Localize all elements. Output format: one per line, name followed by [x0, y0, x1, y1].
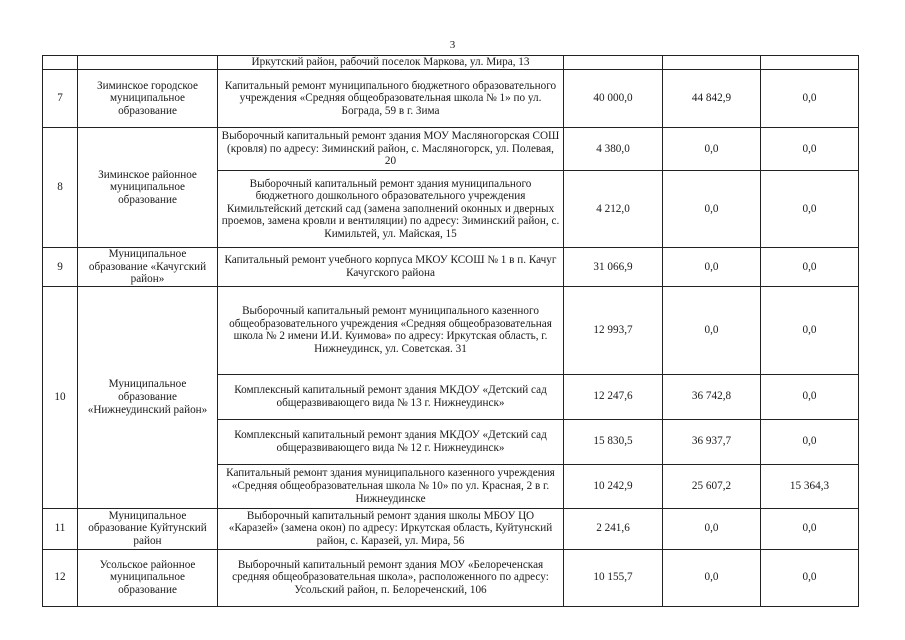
municipality-cell: Муниципальное образование «Качугский район» [78, 248, 218, 287]
value-cell: 0,0 [663, 508, 761, 549]
description-cell: Капитальный ремонт учебного корпуса МКОУ КСОШ № 1 в п. Качуг Качугского района [218, 248, 564, 287]
municipality-cell: Зиминское районное муниципальное образование [78, 128, 218, 248]
value-cell: 15 830,5 [564, 419, 663, 464]
table-row [43, 549, 859, 606]
value-cell: 2 241,6 [564, 508, 663, 549]
municipality-cell: Муниципальное образование Куйтунский район [78, 508, 218, 549]
value-cell: 10 242,9 [564, 464, 663, 508]
table-row [43, 286, 859, 374]
table-row [43, 248, 859, 287]
municipality-cell: Усольское районное муниципальное образование [78, 549, 218, 606]
table-row [43, 70, 859, 128]
value-cell: 10 155,7 [564, 549, 663, 606]
description-cell: Выборочный капитальный ремонт здания МОУ Масляногорская СОШ (кровля) по адресу: Зиминский район, с. Масляногорск, ул. Полевая, 20 [218, 128, 564, 171]
description-cell: Выборочный капитальный ремонт здания муниципального бюджетного дошкольного образовательного учреждения Кимильтейский детский сад (замена заполнений оконных и дверных проемов, замена кровли и вентиляции) по адресу: Зиминский район, с. Кимильтей, ул. Майская, 15 [218, 171, 564, 248]
description-cell: Выборочный капитальный ремонт здания школы МБОУ ЦО «Каразей» (замена окон) по адресу: Иркутская область, Куйтунский район, с. Каразей, ул. Мира, 56 [218, 508, 564, 549]
description-cell: Комплексный капитальный ремонт здания МКДОУ «Детский сад общеразвивающего вида № 12 г. Нижнеудинск» [218, 419, 564, 464]
description-cell: Выборочный капитальный ремонт муниципального казенного общеобразовательного учреждения «Средняя общеобразовательная школа № 2 имени И.И. Куимова» по адресу: Иркутская область, г. Нижнеудинск, ул. Советская. 31 [218, 286, 564, 374]
value-cell: 0,0 [761, 171, 859, 248]
value-cell: 0,0 [761, 128, 859, 171]
value-cell: 4 380,0 [564, 128, 663, 171]
value-cell: 15 364,3 [761, 464, 859, 508]
table-row [43, 508, 859, 549]
value-cell: 36 742,8 [663, 374, 761, 419]
value-cell: 0,0 [663, 286, 761, 374]
value-cell: 36 937,7 [663, 419, 761, 464]
value-cell: 0,0 [761, 549, 859, 606]
value-cell: 31 066,9 [564, 248, 663, 287]
value-cell: 12 993,7 [564, 286, 663, 374]
value-cell: 0,0 [761, 374, 859, 419]
value-cell: 0,0 [761, 508, 859, 549]
description-cell: Иркутский район, рабочий поселок Маркова, ул. Мира, 13 [218, 56, 564, 70]
value-cell [761, 56, 859, 70]
value-cell [564, 56, 663, 70]
description-cell: Капитальный ремонт муниципального бюджетного образовательного учреждения «Средняя общеобразовательная школа № 1» по ул. Бограда, 59 в г. Зима [218, 70, 564, 128]
value-cell: 12 247,6 [564, 374, 663, 419]
value-cell: 40 000,0 [564, 70, 663, 128]
municipality-cell: Зиминское городское муниципальное образование [78, 70, 218, 128]
capital-repair-table [42, 55, 859, 607]
row-number-cell [43, 56, 78, 70]
row-number-cell: 11 [43, 508, 78, 549]
value-cell: 0,0 [663, 128, 761, 171]
value-cell: 0,0 [761, 70, 859, 128]
row-number-cell: 8 [43, 128, 78, 248]
row-number-cell: 10 [43, 286, 78, 508]
table-row [43, 56, 859, 70]
municipality-cell [78, 56, 218, 70]
value-cell: 0,0 [761, 248, 859, 287]
value-cell: 4 212,0 [564, 171, 663, 248]
value-cell: 0,0 [761, 286, 859, 374]
value-cell: 0,0 [663, 248, 761, 287]
row-number-cell: 9 [43, 248, 78, 287]
description-cell: Комплексный капитальный ремонт здания МКДОУ «Детский сад общеразвивающего вида № 13 г. Нижнеудинск» [218, 374, 564, 419]
value-cell: 0,0 [761, 419, 859, 464]
value-cell: 25 607,2 [663, 464, 761, 508]
municipality-cell: Муниципальное образование «Нижнеудинский район» [78, 286, 218, 508]
value-cell: 44 842,9 [663, 70, 761, 128]
value-cell [663, 56, 761, 70]
description-cell: Выборочный капитальный ремонт здания МОУ «Белореченская средняя общеобразовательная школа», расположенного по адресу: Усольский район, п. Белореченский, 106 [218, 549, 564, 606]
table-row [43, 128, 859, 171]
description-cell: Капитальный ремонт здания муниципального казенного учреждения «Средняя общеобразовательная школа № 10» по ул. Красная, 2 в г. Нижнеудинске [218, 464, 564, 508]
row-number-cell: 12 [43, 549, 78, 606]
value-cell: 0,0 [663, 171, 761, 248]
page-number: 3 [449, 39, 456, 51]
row-number-cell: 7 [43, 70, 78, 128]
value-cell: 0,0 [663, 549, 761, 606]
